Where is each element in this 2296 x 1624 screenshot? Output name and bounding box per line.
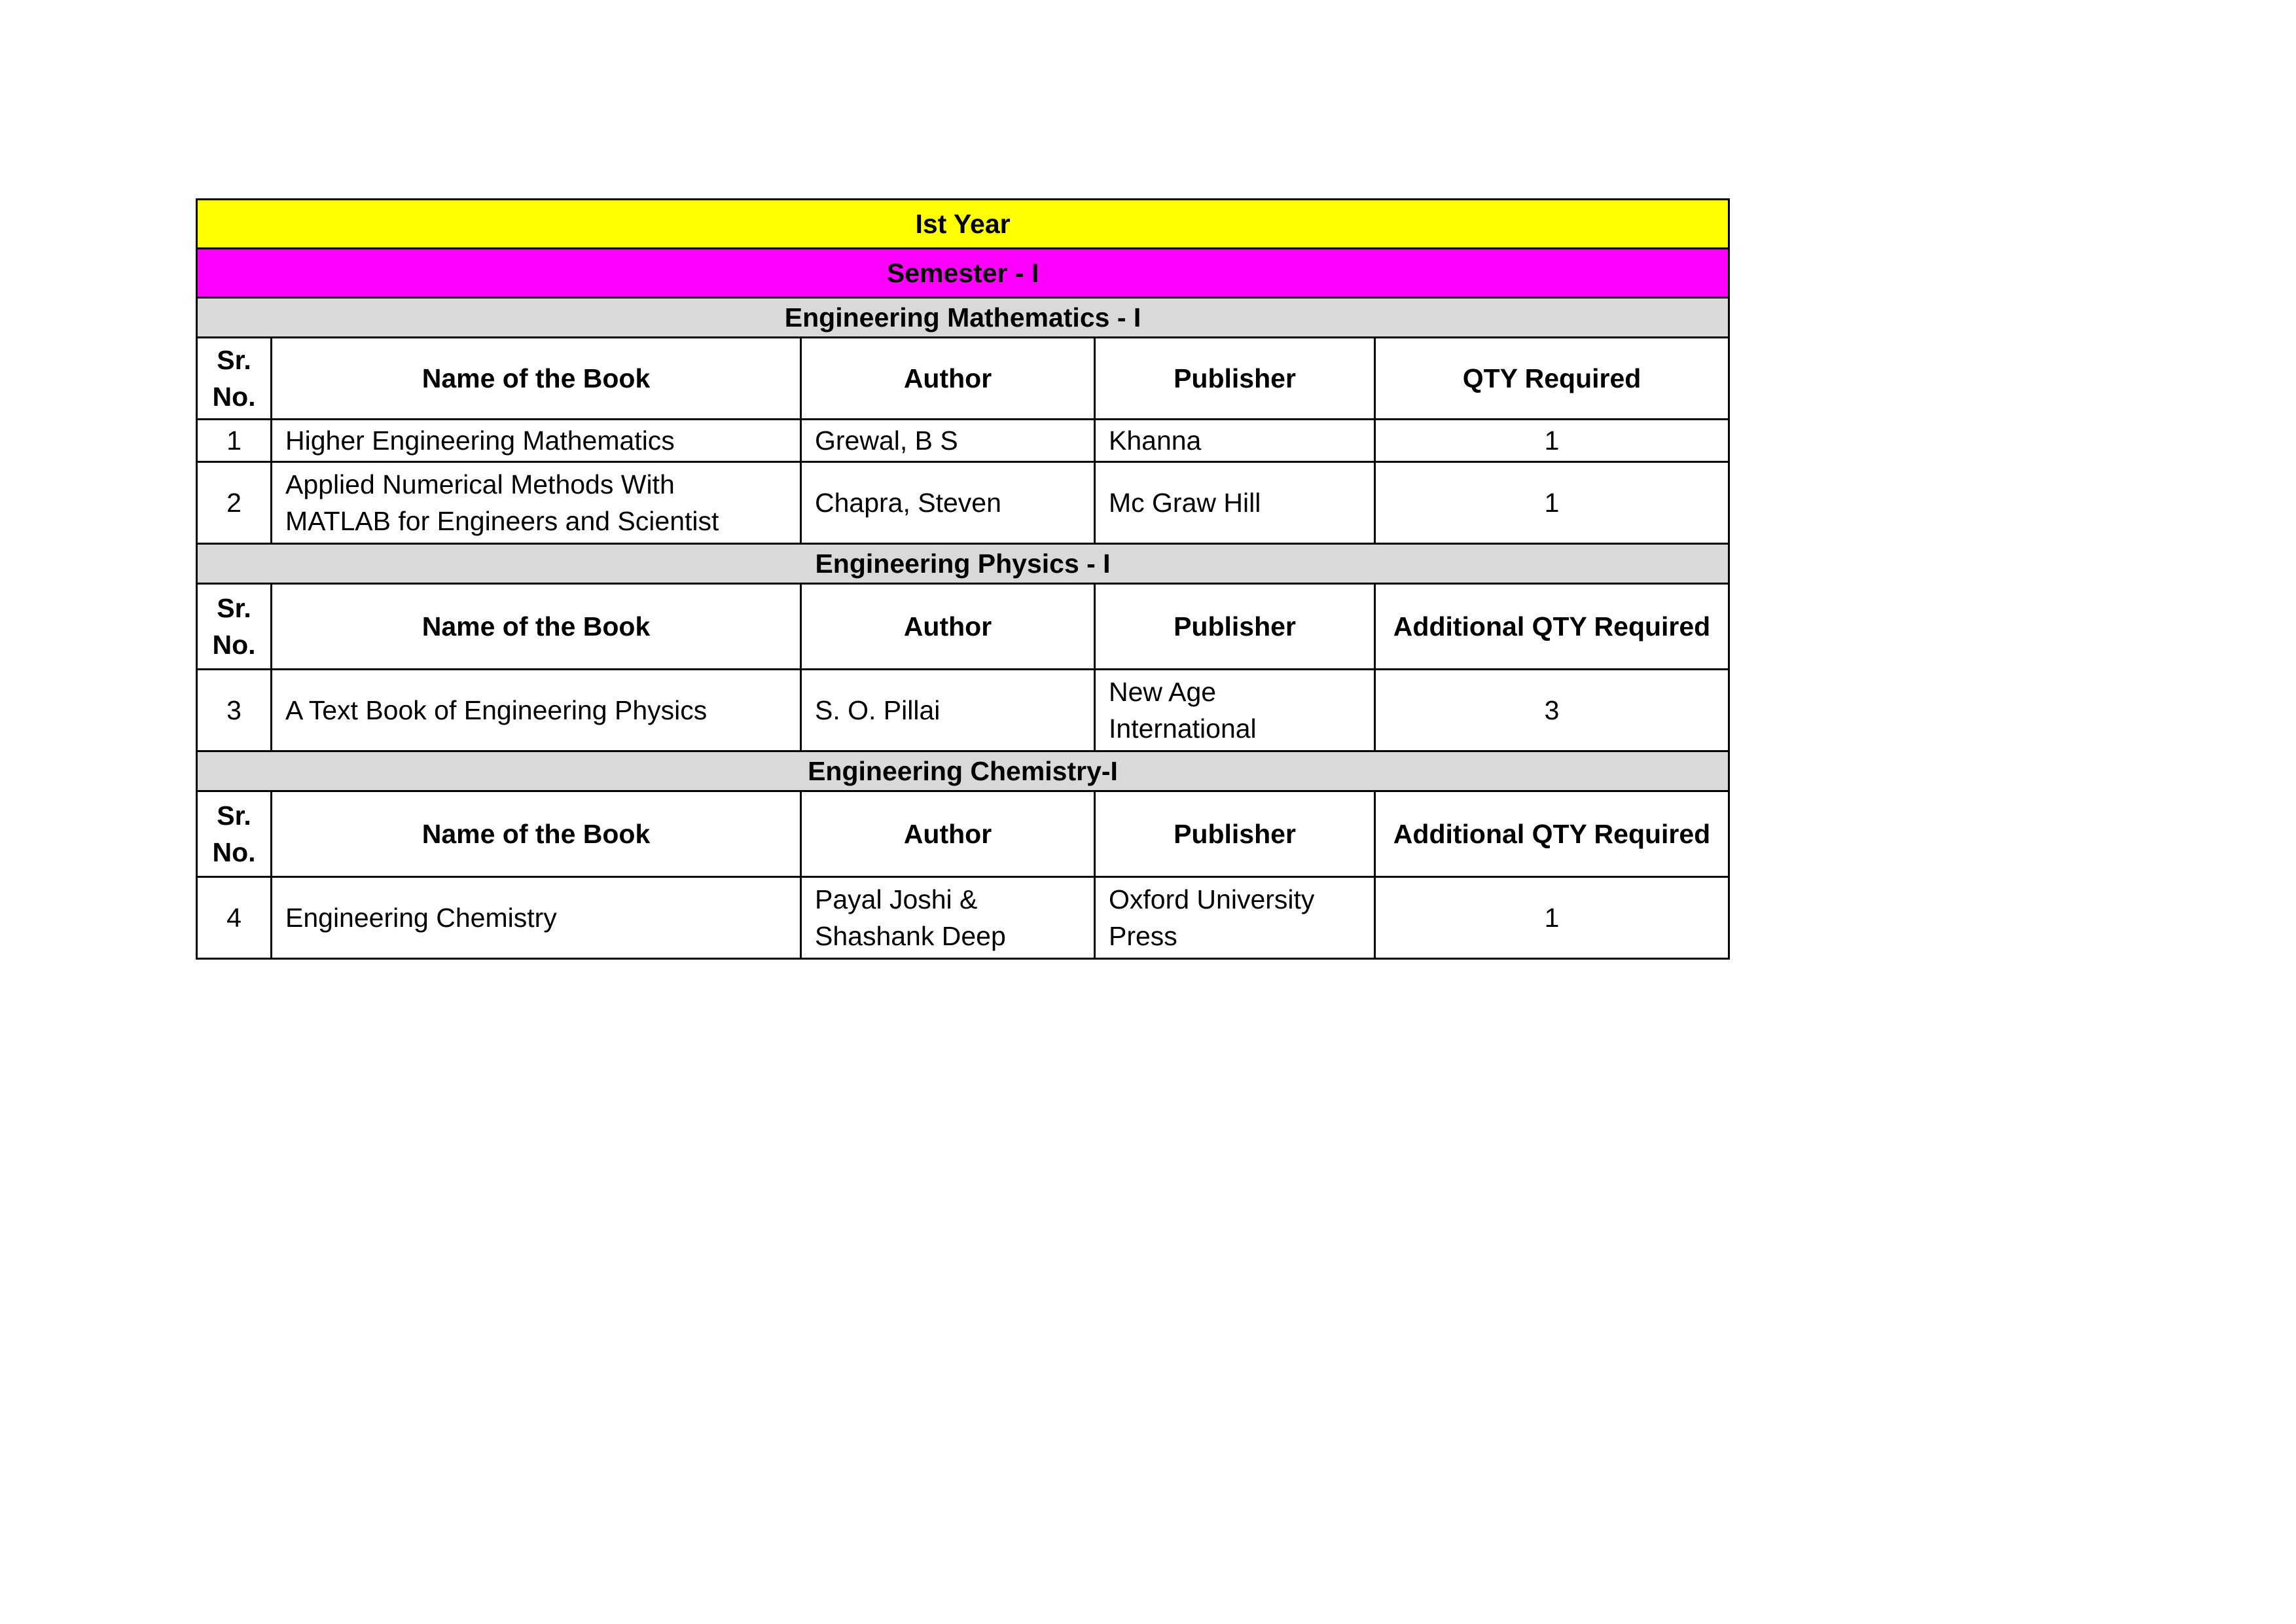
header-sr-no: Sr. No. <box>197 584 272 670</box>
cell-qty: 1 <box>1375 420 1729 462</box>
header-sr-no: Sr. No. <box>197 791 272 877</box>
subject-title: Engineering Mathematics - I <box>197 298 1729 338</box>
header-publisher: Publisher <box>1095 791 1375 877</box>
cell-sr-no: 4 <box>197 877 272 959</box>
header-author: Author <box>801 584 1095 670</box>
header-author: Author <box>801 338 1095 420</box>
book-requirement-table <box>196 198 1730 960</box>
cell-publisher: Mc Graw Hill <box>1095 462 1375 544</box>
header-qty: Additional QTY Required <box>1375 791 1729 877</box>
year-row <box>197 200 1729 249</box>
cell-author: Payal Joshi & Shashank Deep <box>801 877 1095 959</box>
header-book-name: Name of the Book <box>272 791 801 877</box>
column-header-row <box>197 338 1729 420</box>
table-row <box>197 462 1729 544</box>
cell-sr-no: 3 <box>197 670 272 751</box>
cell-book-name: Engineering Chemistry <box>272 877 801 959</box>
header-book-name: Name of the Book <box>272 584 801 670</box>
table-row <box>197 420 1729 462</box>
cell-publisher: New Age International <box>1095 670 1375 751</box>
subject-title: Engineering Physics - I <box>197 544 1729 584</box>
cell-author: S. O. Pillai <box>801 670 1095 751</box>
subject-row <box>197 544 1729 584</box>
semester-row <box>197 249 1729 298</box>
year-title: Ist Year <box>197 200 1729 249</box>
cell-qty: 3 <box>1375 670 1729 751</box>
cell-author: Grewal, B S <box>801 420 1095 462</box>
cell-sr-no: 1 <box>197 420 272 462</box>
header-qty: Additional QTY Required <box>1375 584 1729 670</box>
table-row <box>197 877 1729 959</box>
column-header-row <box>197 584 1729 670</box>
cell-publisher: Khanna <box>1095 420 1375 462</box>
cell-book-name: Higher Engineering Mathematics <box>272 420 801 462</box>
subject-row <box>197 298 1729 338</box>
header-publisher: Publisher <box>1095 338 1375 420</box>
cell-book-name: A Text Book of Engineering Physics <box>272 670 801 751</box>
cell-sr-no: 2 <box>197 462 272 544</box>
subject-title: Engineering Chemistry-I <box>197 751 1729 791</box>
header-author: Author <box>801 791 1095 877</box>
table-row <box>197 670 1729 751</box>
column-header-row <box>197 791 1729 877</box>
header-sr-no: Sr. No. <box>197 338 272 420</box>
cell-book-name: Applied Numerical Methods With MATLAB for Engineers and Scientist <box>272 462 801 544</box>
subject-row <box>197 751 1729 791</box>
semester-title: Semester - I <box>197 249 1729 298</box>
header-book-name: Name of the Book <box>272 338 801 420</box>
header-qty: QTY Required <box>1375 338 1729 420</box>
header-publisher: Publisher <box>1095 584 1375 670</box>
cell-publisher: Oxford University Press <box>1095 877 1375 959</box>
cell-author: Chapra, Steven <box>801 462 1095 544</box>
cell-qty: 1 <box>1375 462 1729 544</box>
cell-qty: 1 <box>1375 877 1729 959</box>
